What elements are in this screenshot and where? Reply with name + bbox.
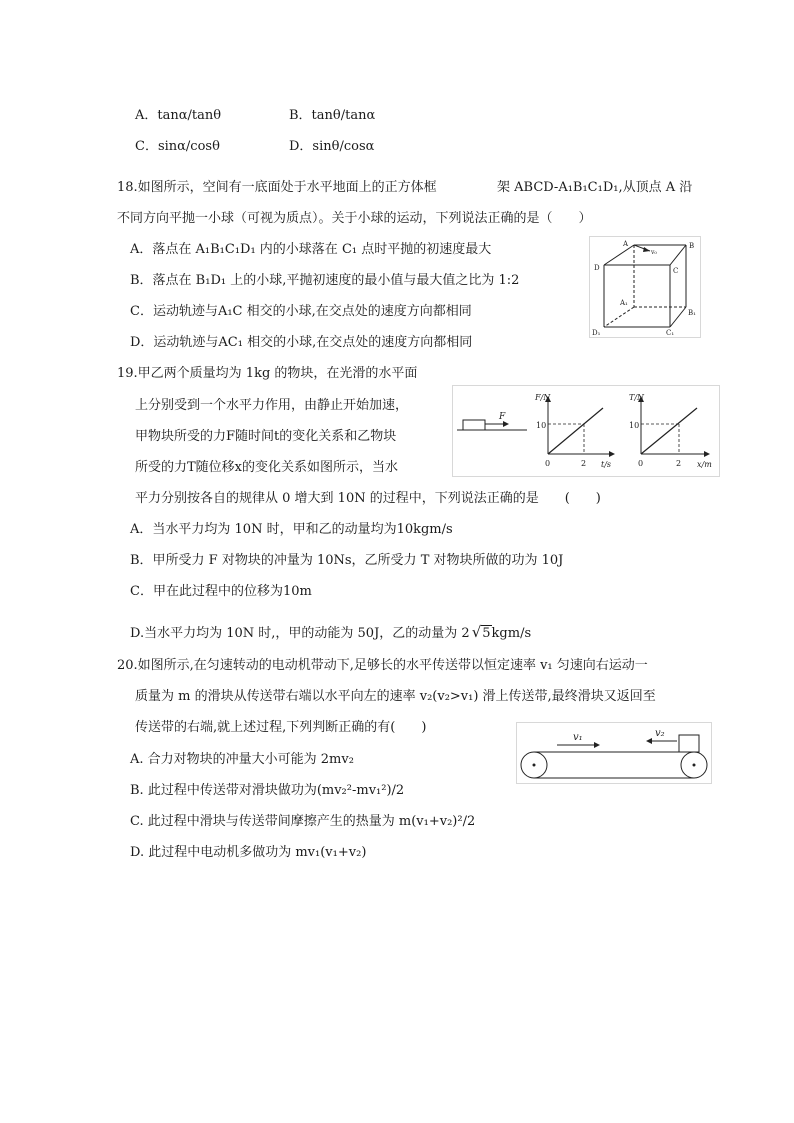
v2-label: v₂ xyxy=(655,728,665,739)
cube-label-d: D xyxy=(594,264,600,272)
v1-label: v₁ xyxy=(573,732,583,743)
q19-option-d-unit: kgm/s xyxy=(491,626,532,641)
graph-f-vs-t xyxy=(548,398,613,454)
q19-stem-line3: 甲物块所受的力F随时间t的变化关系和乙物块 xyxy=(135,429,397,444)
graph1-y-tick-10: 10 xyxy=(536,421,547,430)
graph1-x-tick-2: 2 xyxy=(581,459,587,468)
q20-option-a: A. 合力对物块的冲量大小可能为 2mv₂ xyxy=(130,752,354,767)
q18-option-c: C．运动轨迹与A₁C 相交的小球,在交点处的速度方向都相同 xyxy=(130,304,472,319)
q19-option-d-text: D.当水平力均为 10N 时,，甲的动能为 50J，乙的动量为 2 xyxy=(130,626,470,641)
right-pulley-axle xyxy=(693,764,696,767)
cube-label-c: C xyxy=(673,267,679,275)
cube-label-a: A xyxy=(623,240,629,248)
force-label-f: F xyxy=(499,412,506,422)
q19-option-a: A．当水平力均为 10N 时，甲和乙的动量均为10kgm/s xyxy=(130,522,453,537)
graph2-origin: 0 xyxy=(638,459,644,468)
block-diagram xyxy=(457,412,527,430)
force-graphs-figure xyxy=(452,385,720,477)
graph1-x-axis-label: t/s xyxy=(601,460,612,469)
q19-option-d-radicand: 5 xyxy=(482,626,491,641)
cube-label-d1: D₁ xyxy=(592,329,601,337)
cube-label-v0: v₀ xyxy=(651,249,657,256)
q19-option-b: B．甲所受力 F 对物块的冲量为 10Ns，乙所受力 T 对物块所做的功为 10J xyxy=(130,553,564,568)
q18-option-d: D．运动轨迹与AC₁ 相交的小球,在交点处的速度方向都相同 xyxy=(130,335,473,350)
graph2-x-tick-2: 2 xyxy=(676,459,682,468)
q19-option-c: C．甲在此过程中的位移为10m xyxy=(130,584,312,599)
cube-figure xyxy=(589,236,701,338)
q20-stem-line3: 传送带的右端,就上述过程,下列判断正确的有( ) xyxy=(135,720,427,735)
q19-stem-line1: 19.甲乙两个质量均为 1kg 的物块，在光滑的水平面 xyxy=(117,366,418,381)
q20-stem-line1: 20.如图所示,在匀速转动的电动机带动下,足够长的水平传送带以恒定速率 v₁ 匀速向右运动一 xyxy=(117,658,648,673)
graph2-x-axis-label: x/m xyxy=(697,460,712,469)
q19-option-d xyxy=(130,622,531,641)
cube-label-b: B xyxy=(689,242,695,250)
q17-option-c: C．sinα/cosθ xyxy=(135,139,220,154)
q18-stem-line1a: 18.如图所示，空间有一底面处于水平地面上的正方体框 xyxy=(117,180,437,195)
q19-stem-line2: 上分别受到一个水平力作用，由静止开始加速， xyxy=(135,398,409,413)
slider-block xyxy=(679,735,699,752)
q17-option-d: D．sinθ/cosα xyxy=(289,139,375,154)
q19-stem-line4: 所受的力T随位移x的变化关系如图所示，当水 xyxy=(135,460,399,475)
q19-stem-line5: 平力分别按各自的规律从 0 增大到 10N 的过程中，下列说法正确的是 ( ) xyxy=(135,491,601,506)
conveyor-belt-figure xyxy=(516,722,712,784)
q18-option-a: A．落点在 A₁B₁C₁D₁ 内的小球落在 C₁ 点时平抛的初速度最大 xyxy=(130,242,492,257)
left-pulley-axle xyxy=(533,764,536,767)
cube-label-c1: C₁ xyxy=(666,329,675,337)
cube-label-a1: A₁ xyxy=(620,299,628,307)
q20-stem-line2: 质量为 m 的滑块从传送带右端以水平向左的速率 v₂(v₂>v₁) 滑上传送带,最终滑块又返回至 xyxy=(135,689,656,704)
graph2-y-tick-10: 10 xyxy=(629,421,640,430)
q18-option-b: B．落点在 B₁D₁ 上的小球,平抛初速度的最小值与最大值之比为 1:2 xyxy=(130,273,520,288)
q17-option-b: B．tanθ/tanα xyxy=(289,108,376,123)
graph2-y-axis-label: T/N xyxy=(629,393,645,402)
cube-label-b1: B₁ xyxy=(688,309,696,317)
q20-option-b: B. 此过程中传送带对滑块做功为(mv₂²-mv₁²)/2 xyxy=(130,783,405,798)
graph-t-vs-x xyxy=(641,398,708,454)
sqrt-symbol: √ xyxy=(471,623,482,641)
q18-stem-line1b: 架 ABCD-A₁B₁C₁D₁,从顶点 A 沿 xyxy=(497,180,693,195)
q20-option-c: C. 此过程中滑块与传送带间摩擦产生的热量为 m(v₁+v₂)²/2 xyxy=(130,814,476,829)
q20-option-d: D. 此过程中电动机多做功为 mv₁(v₁+v₂) xyxy=(130,845,367,860)
graph1-origin: 0 xyxy=(545,459,551,468)
q17-option-a: A．tanα/tanθ xyxy=(135,108,222,123)
q18-stem-line2: 不同方向平抛一小球（可视为质点）。关于小球的运动，下列说法正确的是（ ） xyxy=(117,211,592,226)
graph1-y-axis-label: F/N xyxy=(535,393,551,402)
